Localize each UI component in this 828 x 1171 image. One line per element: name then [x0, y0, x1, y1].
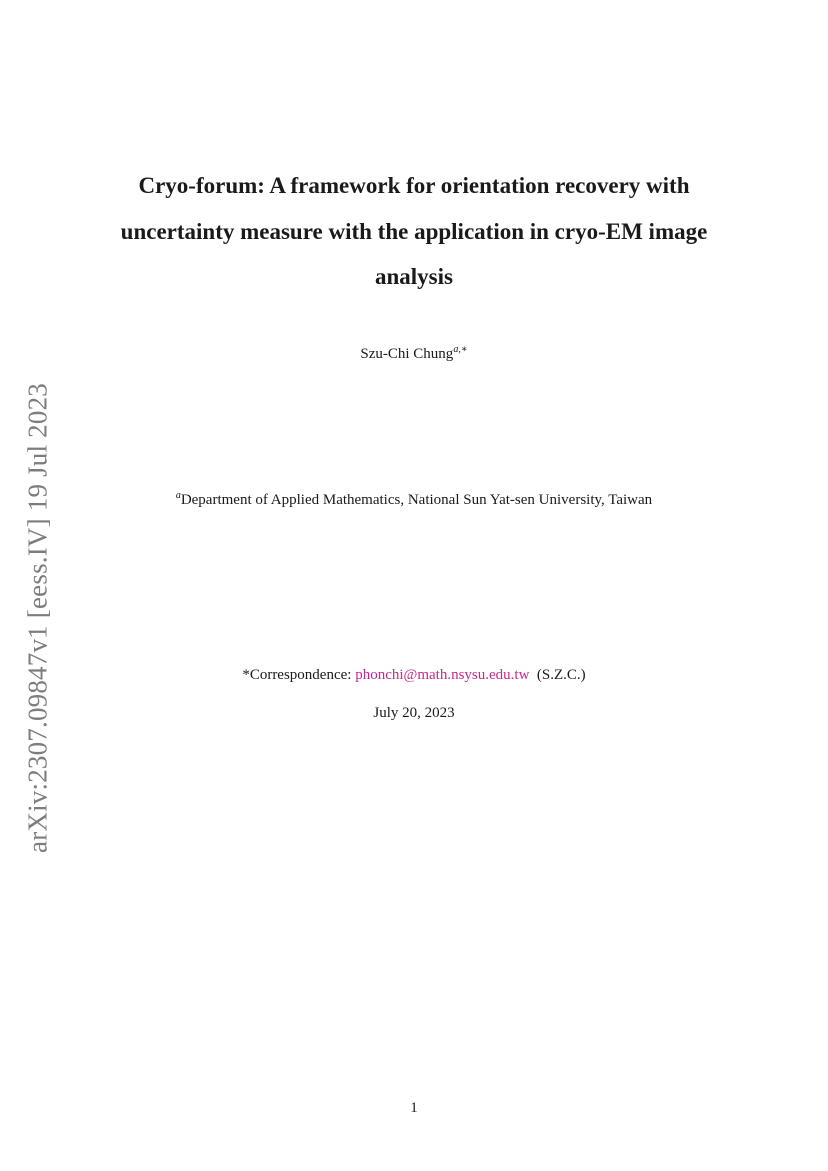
affiliation-text: Department of Applied Mathematics, National Sun Yat-sen University, Taiwan: [180, 492, 653, 508]
affiliation-line: [0, 492, 828, 509]
paper-title: [100, 163, 728, 300]
title-line-3: analysis: [375, 264, 453, 289]
correspondence-label: *Correspondence:: [242, 667, 356, 683]
correspondence-initials: (S.Z.C.): [536, 667, 586, 683]
arxiv-identifier-stamp: arXiv:2307.09847v1 [eess.IV] 19 Jul 2023: [22, 383, 53, 853]
author-affiliation-marks: a,∗: [453, 344, 468, 355]
title-line-1: Cryo-forum: A framework for orientation recovery with: [138, 173, 690, 198]
author-line: [0, 346, 828, 363]
author-name: Szu-Chi Chung: [360, 346, 454, 362]
affiliation-mark: a: [175, 490, 181, 501]
correspondence-email-link[interactable]: phonchi@math.nsysu.edu.tw: [355, 667, 530, 683]
title-line-2: uncertainty measure with the application in cryo-EM image: [120, 218, 708, 244]
page-number: 1: [410, 1100, 418, 1116]
correspondence-line: [0, 667, 828, 684]
publication-date: July 20, 2023: [373, 705, 455, 721]
